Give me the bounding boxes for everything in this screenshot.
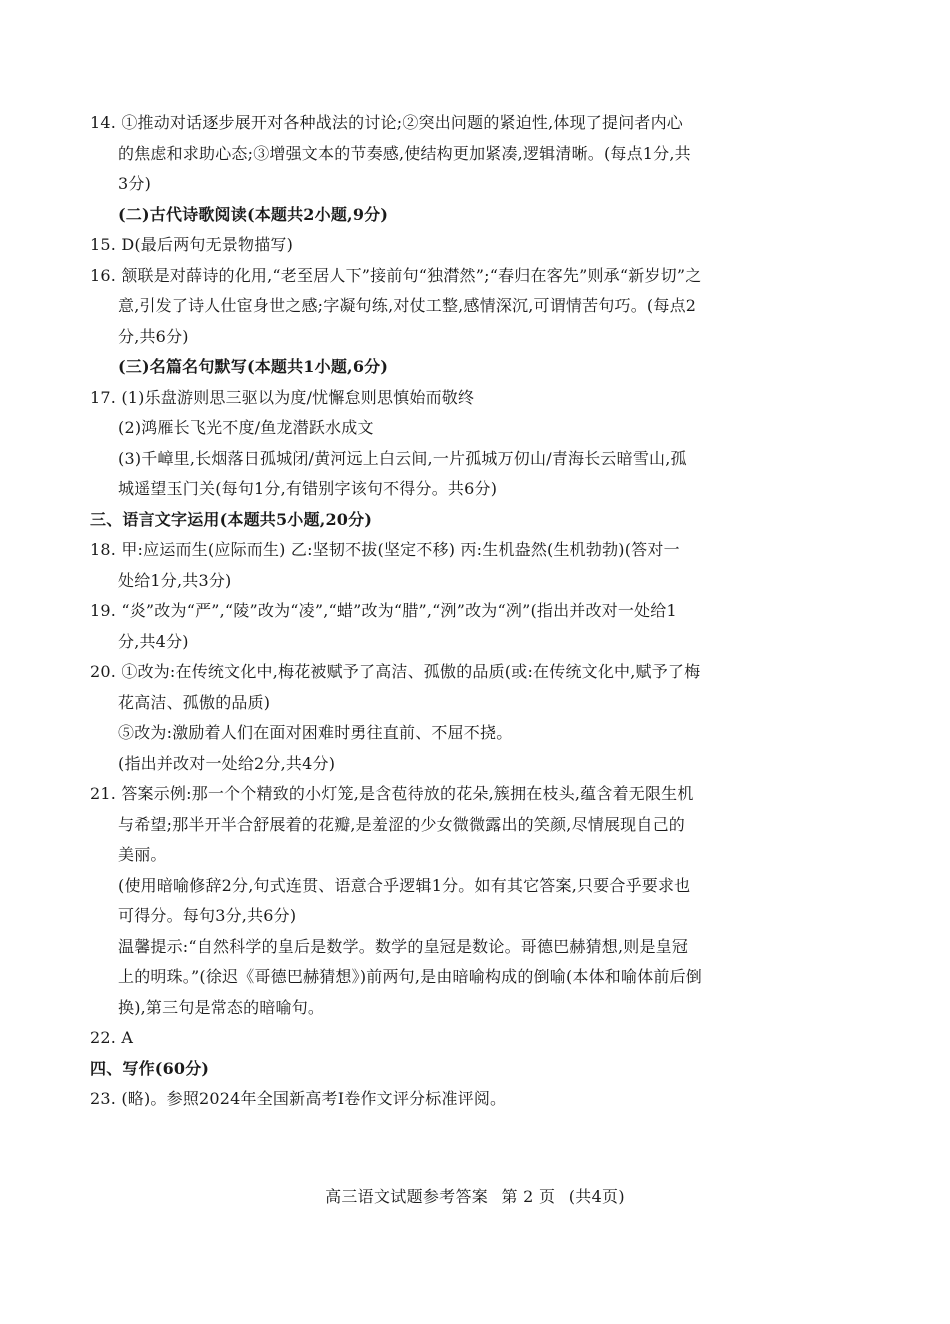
section-recitation-heading: (三)名篇名句默写(本题共1小题,6分) bbox=[118, 357, 389, 376]
q14-line-2: 的焦虑和求助心态;③增强文本的节奏感,使结构更加紧凑,逻辑清晰。(每点1分,共 bbox=[118, 143, 691, 163]
q17-line-3: (3)千嶂里,长烟落日孤城闭/黄河远上白云间,一片孤城万仞山/青海长云暗雪山,孤 bbox=[118, 448, 687, 468]
answer-key-body bbox=[90, 108, 790, 1115]
q17-line-2: (2)鸿雁长飞光不度/鱼龙潜跃水成文 bbox=[118, 418, 374, 437]
footer-title: 高三语文试题参考答案 bbox=[325, 1187, 489, 1206]
q20-line-4: (指出并改对一处给2分,共4分) bbox=[118, 753, 336, 773]
section-language-heading: 三、语言文字运用(本题共5小题,20分) bbox=[90, 509, 373, 529]
footer-total-pages: (共4页) bbox=[568, 1187, 625, 1206]
q19-line-2: 分,共4分) bbox=[118, 631, 189, 651]
q18-line-1: 18. 甲:应运而生(应际而生) 乙:坚韧不拔(坚定不移) 丙:生机盎然(生机勃勃)(答对一 bbox=[90, 540, 680, 559]
q21-line-3: 美丽。 bbox=[118, 845, 167, 864]
q21-line-8: 换),第三句是常态的暗喻句。 bbox=[118, 997, 325, 1017]
section-writing-heading: 四、写作(60分) bbox=[90, 1058, 210, 1078]
q20-line-2: 花高洁、孤傲的品质) bbox=[118, 692, 271, 712]
q21-line-6: 温馨提示:“自然科学的皇后是数学。数学的皇冠是数论。哥德巴赫猜想,则是皇冠 bbox=[118, 936, 689, 956]
q18-line-2: 处给1分,共3分) bbox=[118, 570, 232, 590]
q17-line-4: 城遥望玉门关(每句1分,有错别字该句不得分。共6分) bbox=[118, 479, 498, 498]
q20-line-1: 20. ①改为:在传统文化中,梅花被赋予了高洁、孤傲的品质(或:在传统文化中,赋予了梅 bbox=[90, 662, 701, 681]
page-footer bbox=[0, 1185, 950, 1209]
q17-line-1: 17. (1)乐盘游则思三驱以为度/忧懈怠则思慎始而敬终 bbox=[90, 387, 475, 407]
section-poetry-heading: (二)古代诗歌阅读(本题共2小题,9分) bbox=[118, 204, 389, 224]
q16-line-2: 意,引发了诗人仕宦身世之感;字凝句练,对仗工整,感情深沉,可谓情苦句巧。(每点2 bbox=[118, 296, 697, 315]
q14-line-3: 3分) bbox=[118, 174, 152, 193]
q21-line-4: (使用暗喻修辞2分,句式连贯、语意合乎逻辑1分。如有其它答案,只要合乎要求也 bbox=[118, 875, 691, 895]
q21-line-7: 上的明珠。”(徐迟《哥德巴赫猜想》)前两句,是由暗喻构成的倒喻(本体和喻体前后倒 bbox=[118, 967, 702, 986]
footer-page-number: 第 2 页 bbox=[501, 1187, 556, 1206]
q19-line-1: 19. “炎”改为“严”,“陵”改为“凌”,“蜡”改为“腊”,“洌”改为“冽”(指出并改对一处给1 bbox=[90, 601, 677, 620]
q22-line-1: 22. A bbox=[90, 1028, 134, 1047]
q21-line-2: 与希望;那半开半合舒展着的花瓣,是羞涩的少女微微露出的笑颜,尽情展现自己的 bbox=[118, 814, 685, 834]
q23-line-1: 23. (略)。参照2024年全国新高考Ⅰ卷作文评分标准评阅。 bbox=[90, 1089, 507, 1108]
q20-line-3: ⑤改为:激励着人们在面对困难时勇往直前、不屈不挠。 bbox=[118, 723, 513, 742]
q16-line-1: 16. 颔联是对薛诗的化用,“老至居人下”接前句“独潸然”;“春归在客先”则承“新岁切”之 bbox=[90, 265, 702, 285]
q16-line-3: 分,共6分) bbox=[118, 326, 189, 346]
q14-line-1: 14. ①推动对话逐步展开对各种战法的讨论;②突出问题的紧迫性,体现了提问者内心 bbox=[90, 113, 684, 132]
q15-line-1: 15. D(最后两句无景物描写) bbox=[90, 235, 294, 254]
q21-line-5: 可得分。每句3分,共6分) bbox=[118, 906, 297, 925]
q21-line-1: 21. 答案示例:那一个个精致的小灯笼,是含苞待放的花朵,簇拥在枝头,蕴含着无限生机 bbox=[90, 784, 694, 803]
